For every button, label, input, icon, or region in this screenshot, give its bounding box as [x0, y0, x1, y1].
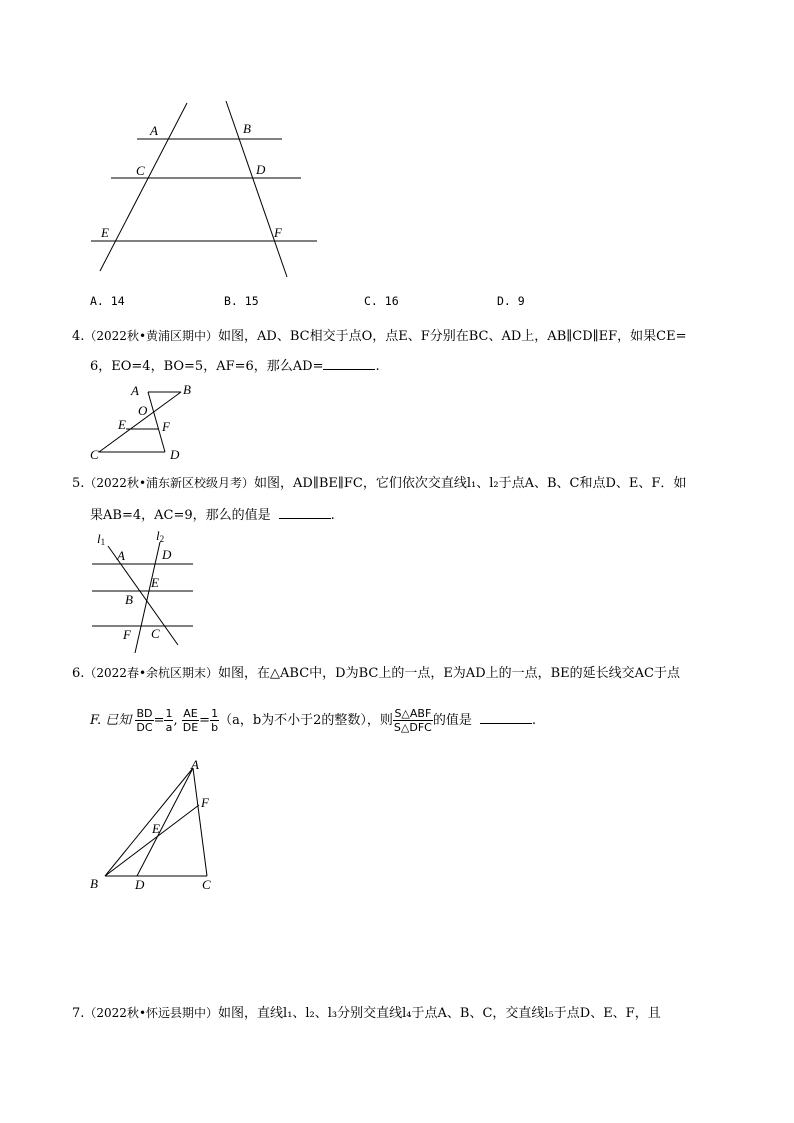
- option-d[interactable]: D. 9: [497, 294, 525, 308]
- label-A: A: [117, 548, 125, 563]
- question-text: 果AB=4，AC=9，那么的值是: [90, 508, 271, 523]
- label-F: F: [123, 627, 131, 642]
- question-source: （2022秋•黄浦区期中）: [84, 329, 219, 343]
- label-l1: l1: [97, 531, 106, 547]
- answer-blank[interactable]: [279, 506, 331, 519]
- label-D: D: [256, 162, 266, 177]
- label-F: F: [162, 419, 170, 434]
- option-b[interactable]: B. 15: [224, 294, 259, 308]
- label-D: D: [170, 447, 180, 462]
- label-B: B: [90, 876, 98, 891]
- question-source: （2022秋•浦东新区校级月考）: [84, 476, 255, 490]
- q6-line1: [72, 664, 680, 683]
- label-E: E: [101, 225, 109, 240]
- question-text: （a，b为不小于2的整数），则: [219, 713, 393, 728]
- label-E: E: [151, 575, 159, 590]
- label-C: C: [136, 163, 145, 178]
- label-C: C: [90, 447, 99, 462]
- figure-parallel-lines-top: [85, 95, 325, 285]
- answer-blank[interactable]: [480, 711, 532, 724]
- period: .: [330, 508, 335, 523]
- q4-line2: [90, 357, 380, 376]
- label-A: A: [191, 757, 199, 772]
- answer-blank[interactable]: [323, 357, 375, 370]
- fraction-1-a: $\frac{1}{a}$: [165, 707, 173, 734]
- label-F: F: [274, 225, 282, 240]
- question-text: F. 已知: [90, 713, 132, 728]
- fraction-1-b: $\frac{1}{b}$: [211, 707, 219, 734]
- q7-line1: [72, 1004, 661, 1023]
- question-text: 如图，直线l₁、l₂、l₃分别交直线l₄于点A、B、C，交直线l₅于点D、E、F，且: [218, 1006, 661, 1021]
- figure-q4: [85, 380, 195, 460]
- question-number: 4.: [72, 329, 85, 344]
- label-D: D: [162, 547, 172, 562]
- figure-q5: [88, 528, 203, 653]
- q4-line1: [72, 327, 686, 346]
- question-text: 如图，AD∥BE∥FC，它们依次交直线l₁、l₂于点A、B、C和点D、E、F．如: [254, 476, 687, 491]
- label-A: A: [131, 383, 139, 398]
- question-source: （2022春•余杭区期末）: [84, 666, 219, 680]
- question-text: 如图，AD、BC相交于点O，点E、F分别在BC、AD上，AB∥CD∥EF，如果CE=: [218, 329, 687, 344]
- label-B: B: [125, 592, 133, 607]
- label-F: F: [201, 795, 209, 810]
- question-source: （2022秋•怀远县期中）: [84, 1006, 219, 1020]
- label-E: E: [118, 417, 126, 432]
- label-E: E: [152, 821, 160, 836]
- fraction-area-ratio: $\frac{\text{S△ABF}}{\text{S△DFC}}$: [393, 707, 432, 734]
- question-text: 如图，在△ABC中，D为BC上的一点，E为AD上的一点，BE的延长线交AC于点: [218, 666, 681, 681]
- label-B: B: [243, 121, 251, 136]
- label-l2: l2: [156, 528, 165, 544]
- label-O: O: [138, 403, 148, 418]
- label-C: C: [151, 626, 160, 641]
- label-D: D: [135, 877, 145, 892]
- label-C: C: [202, 877, 211, 892]
- period: .: [531, 713, 536, 728]
- option-c[interactable]: C. 16: [364, 294, 399, 308]
- question-number: 7.: [72, 1006, 85, 1021]
- question-number: 6.: [72, 666, 85, 681]
- period: .: [375, 359, 380, 374]
- fraction-bd-dc: $\frac{BD}{DC}$: [136, 707, 153, 734]
- figure-q6: [85, 755, 225, 895]
- q6-line2: F. 已知 $\frac{BD}{DC}$ = $\frac{1}{a}$ , $\frac{AE}{DE}$ = $\frac{1}{b}$ （a，b为不小于2的整数），则 $\frac{\text{S△ABF}}{\text{S△DFC}}$ 的值是 .: [90, 707, 536, 734]
- question-text: 6，EO=4，BO=5，AF=6，那么AD=: [90, 359, 324, 374]
- fraction-ae-de: $\frac{AE}{DE}$: [182, 707, 199, 734]
- q5-line1: [72, 474, 686, 493]
- q5-line2: [90, 506, 335, 525]
- label-A: A: [150, 123, 158, 138]
- label-B: B: [183, 382, 191, 397]
- question-text: 的值是: [432, 713, 472, 728]
- option-a[interactable]: A. 14: [90, 294, 125, 308]
- question-number: 5.: [72, 476, 85, 491]
